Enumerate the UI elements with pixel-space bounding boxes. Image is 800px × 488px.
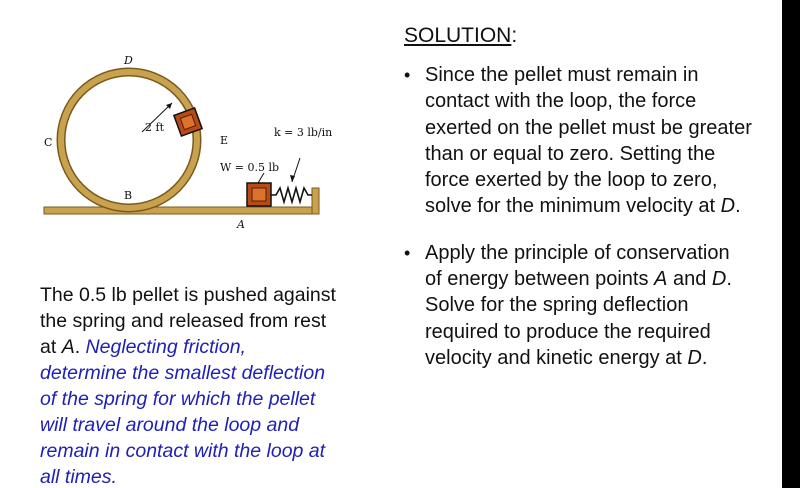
label-c: C	[44, 136, 53, 149]
bullet-glyph: •	[404, 65, 411, 85]
radius-label: 2 ft	[145, 121, 164, 134]
wall	[312, 188, 319, 214]
problem-line-emphasis: remain in contact with the loop at	[40, 440, 326, 462]
weight-label: W = 0.5 lb	[220, 161, 280, 174]
floor-track	[44, 207, 318, 214]
loop-diagram	[30, 40, 340, 240]
spring	[271, 188, 312, 202]
problem-line-emphasis: will travel around the loop and	[40, 414, 300, 436]
problem-statement	[40, 282, 390, 488]
solution-bullets	[404, 62, 774, 371]
problem-line: the spring and released from rest	[40, 310, 327, 332]
solution-title: SOLUTION:	[404, 24, 518, 47]
right-edge	[782, 0, 800, 488]
problem-line: The 0.5 lb pellet is pushed against	[40, 284, 336, 306]
solution-bullet: • Apply the principle of conservation of energy between points A and D. Solve for the spring deflection required to produce the required velocity and kinetic energy at D.	[404, 241, 732, 369]
label-a: A	[237, 218, 245, 231]
label-d: D	[124, 54, 133, 67]
label-b: B	[124, 189, 133, 202]
problem-line-emphasis: of the spring for which the pellet	[40, 388, 316, 410]
problem-line-emphasis: all times.	[40, 466, 117, 488]
pellet-a	[247, 183, 271, 206]
problem-line: at A. Neglecting friction,	[40, 336, 246, 358]
label-e: E	[220, 134, 229, 147]
problem-line-emphasis: determine the smallest deflection	[40, 362, 326, 384]
spring-constant-label: k = 3 lb/in	[274, 126, 333, 139]
solution-bullet: • Since the pellet must remain in contact with the loop, the force exerted on the pellet must be greater than or equal to zero. Setting the force exerted by the loop to zero, solve for the minimum velocity at D.	[404, 64, 752, 218]
bullet-glyph: •	[404, 242, 411, 263]
